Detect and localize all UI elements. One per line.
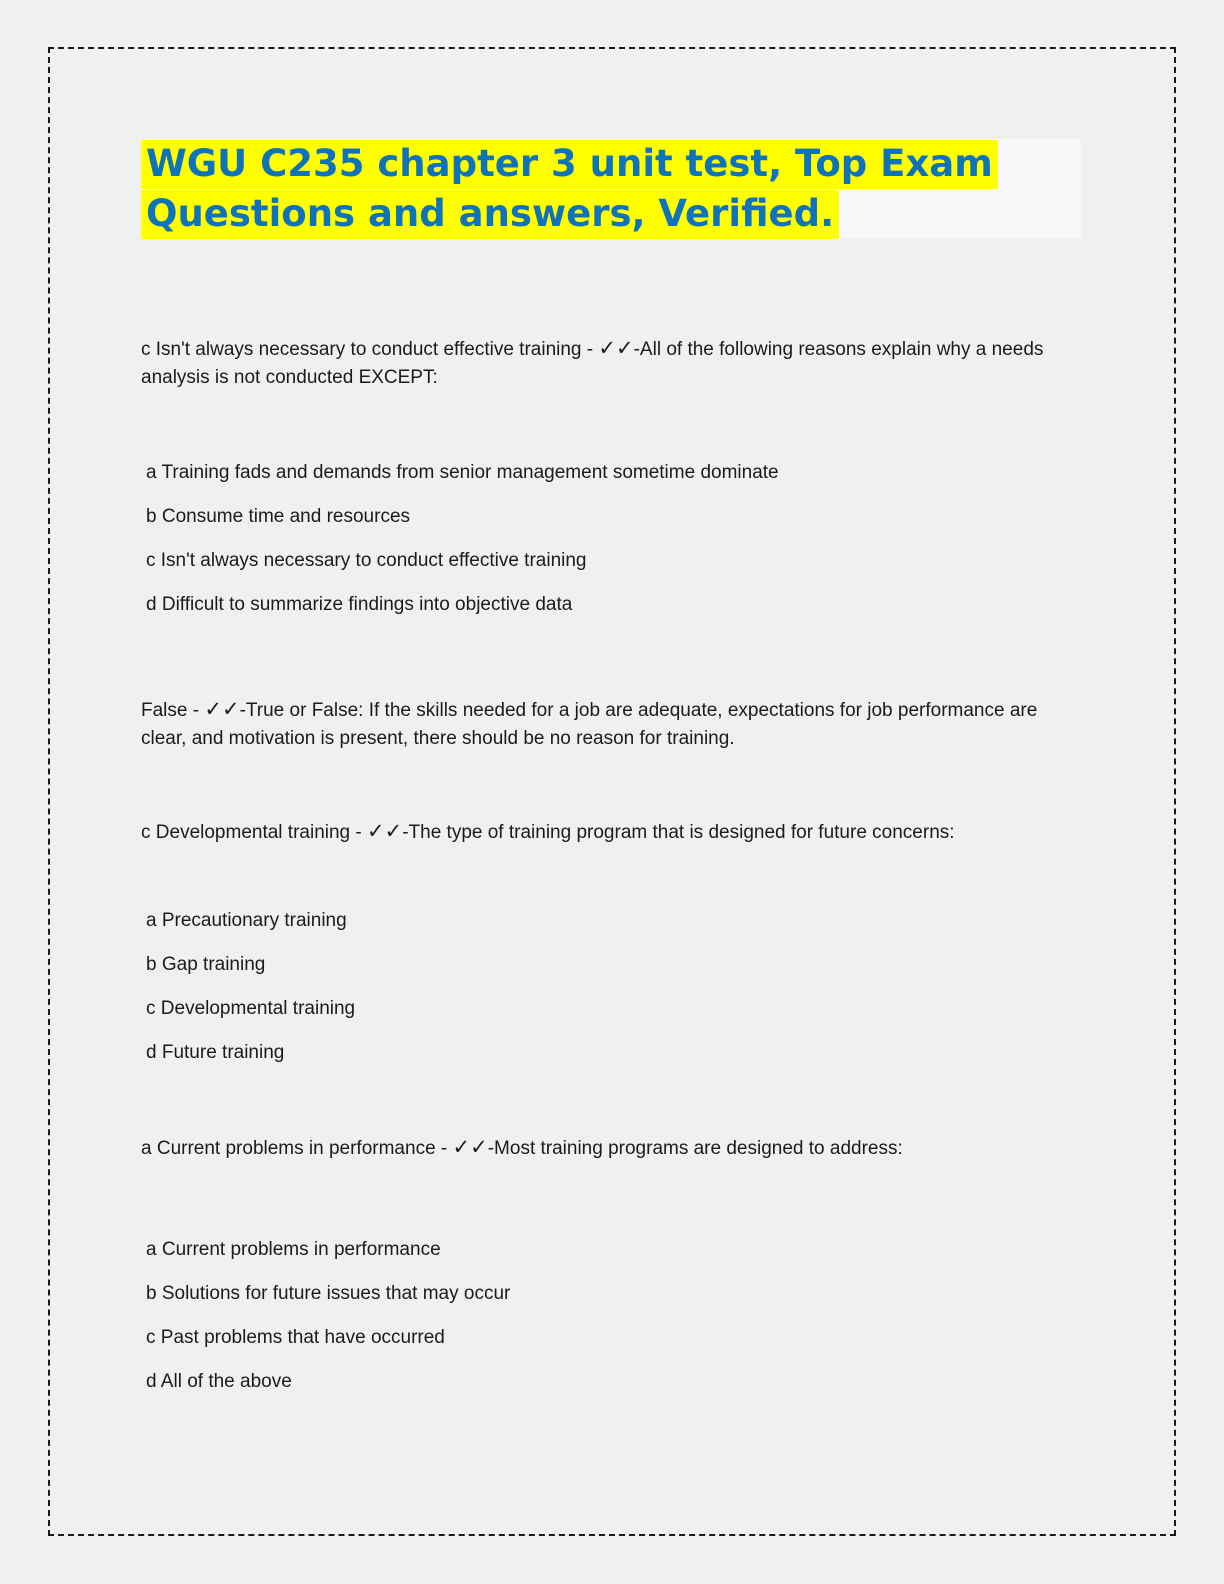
page-border [48, 47, 1176, 1536]
document-body [141, 334, 1071, 1396]
question-prompt [141, 695, 1071, 753]
checkmark-icon: ✓✓ [367, 819, 403, 843]
page-title-text: WGU C235 chapter 3 unit test, Top Exam Questions and answers, Verified. [141, 140, 998, 239]
option-item: a Current problems in performance [146, 1239, 441, 1260]
title-block [141, 139, 1081, 239]
option-item: c Developmental training [146, 998, 356, 1019]
option-item: d Difficult to summarize findings into objective data [146, 594, 573, 615]
checkmark-icon: ✓✓ [204, 697, 240, 721]
question-text: -True or False: If the skills needed for a job are adequate, expectations for job performance are clear, and motivation is present, there should be no reason for training. [141, 700, 1038, 749]
option-item: c Past problems that have occurred [146, 1327, 445, 1348]
page-title [141, 139, 1081, 239]
option-item: a Training fads and demands from senior management sometime dominate [146, 462, 779, 483]
checkmark-icon: ✓✓ [598, 336, 634, 360]
option-item: b Solutions for future issues that may occur [146, 1283, 511, 1304]
question-text: -The type of training program that is designed for future concerns: [402, 822, 955, 843]
answer-lead-text: c Developmental training - [141, 822, 367, 843]
option-item: d All of the above [146, 1371, 292, 1392]
answer-lead-text: c Isn't always necessary to conduct effective training - [141, 339, 599, 360]
question-prompt [141, 1133, 1071, 1163]
question-prompt [141, 334, 1071, 392]
answer-lead-text: a Current problems in performance - [141, 1138, 453, 1159]
checkmark-icon: ✓✓ [452, 1135, 488, 1159]
option-item: d Future training [146, 1042, 285, 1063]
question-text: -Most training programs are designed to address: [487, 1138, 903, 1159]
answer-lead-text: False - [141, 700, 205, 721]
option-item: c Isn't always necessary to conduct effective training [146, 550, 587, 571]
answer-options [141, 1236, 1071, 1396]
option-item: a Precautionary training [146, 910, 347, 931]
option-item: b Consume time and resources [146, 506, 411, 527]
question-text: -All of the following reasons explain why a needs analysis is not conducted EXCEPT: [141, 339, 1044, 388]
option-item: b Gap training [146, 954, 266, 975]
answer-options [141, 907, 1071, 1067]
answer-options [141, 459, 1071, 619]
question-prompt [141, 817, 1071, 847]
